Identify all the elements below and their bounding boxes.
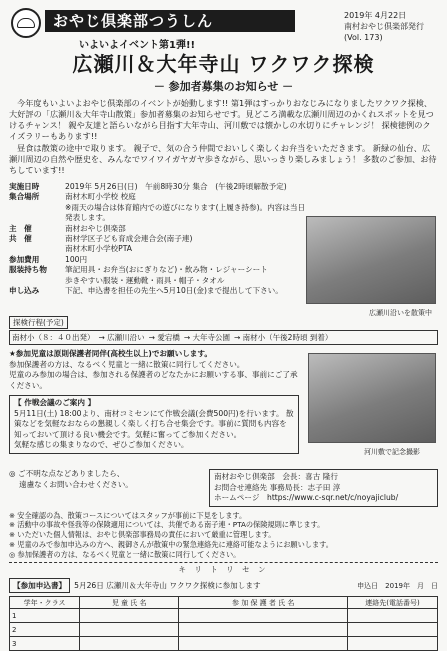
remark-line: ※ 児童のみで参加申込みの方へ、親御さんが散策中の緊急連絡先に連絡可能なようにお願いします。 (9, 539, 333, 549)
schedule-step: 南材小（８：４０出発） (12, 333, 95, 342)
form-cell-number: 3 (10, 637, 80, 651)
form-input-cell[interactable] (80, 623, 179, 637)
detail-row (9, 265, 309, 275)
contact-line: 遠慮なくお問い合わせください。 (19, 479, 133, 489)
briefing-body: 5月11日(土) 18:00より、南材コミセンにて作戦会議(会費500円)を行います。 散策などを気軽なおならの懇親しく楽しく打ち合せ集会です。事前に質問も内容を知っておいて頂ける良い機会です。気軽に奮ってご参加ください。 (14, 408, 294, 439)
detail-key: 申し込み (9, 286, 40, 296)
header (9, 6, 438, 51)
schedule-step: → 南材小（午後2時頃 到着） (234, 333, 333, 342)
event-kicker: いよいよイベント第1弾!! (79, 40, 196, 51)
detail-row (9, 203, 309, 224)
form-row (10, 623, 438, 637)
publication-info (344, 10, 434, 43)
cut-line: キ リ ト リ セ ン (9, 562, 438, 575)
form-input-cell[interactable] (80, 637, 179, 651)
detail-key: 主 催 (9, 223, 32, 233)
detail-row (9, 224, 309, 234)
form-column-header: 連絡先(電話番号) (348, 597, 438, 609)
form-input-cell[interactable] (348, 609, 438, 623)
detail-value: 南材学区子ども育成会連合会(南子連) (65, 234, 193, 244)
detail-key (9, 244, 65, 254)
note-line: 児童のみ参加の場合は、参加される保護者のどなたかにお願いする事、事前にご了承ください。 (9, 370, 298, 390)
publisher: 南村おやじ倶楽部発行 (344, 22, 424, 31)
remark-line: ※ 安全確認の為、散策コースについてはスタッフが事前に下見をします。 (9, 510, 247, 520)
application-form-table (9, 596, 438, 651)
detail-key: 実施日時 (9, 182, 40, 191)
homepage-link[interactable]: ホームページ https://www.c-sqr.net/c/noyajiclub/ (214, 493, 399, 502)
page-subtitle: － 参加者募集のお知らせ － (153, 80, 294, 93)
intro-paragraph: 昼食は散策の途中で取ります。 親子で、気の合う仲間でおいしく楽しくお弁当をいただきます。 新緑の仙台、広瀬川周辺の自然や歴史を、みんなでワイワイガヤガヤ歩きながら、思いっきり楽しみましょう！ 多数のご参加、お待ちしています!! (9, 143, 437, 175)
event-details (9, 182, 438, 317)
intro-text (9, 98, 438, 176)
detail-row (9, 286, 309, 296)
remark-line: ※ いただいた個人情報は、おやじ倶楽部事務局の責任において厳重に管理します。 (9, 530, 276, 540)
detail-row (9, 276, 309, 286)
club-logo-face (17, 18, 35, 28)
contact-prompt (9, 469, 209, 507)
detail-row (9, 244, 309, 254)
schedule-step: → 大年寺公園 (183, 333, 231, 342)
form-body (10, 609, 438, 651)
detail-key (9, 203, 65, 224)
form-cell-number: 1 (10, 609, 80, 623)
issue-date: 2019年 4月22日 (344, 11, 407, 20)
contact-box (209, 469, 438, 507)
detail-value: 100円 (65, 254, 88, 264)
form-input-cell[interactable] (348, 623, 438, 637)
briefing-title: 【 作戦会議のご案内 】 (14, 398, 96, 407)
page-title: 広瀬川＆大年寺山 ワクワク探検 (72, 52, 375, 76)
form-cell-number: 2 (10, 623, 80, 637)
detail-key: 服装持ち物 (9, 265, 47, 275)
club-logo (11, 8, 41, 38)
form-input-cell[interactable] (80, 609, 179, 623)
detail-value: 下記、申込書を担任の先生へ5月10日(金)まで提出して下さい。 (65, 286, 283, 296)
detail-value: ※雨天の場合は体育館内での遊びになります(上履き持参)。内容は当日発表します。 (65, 202, 306, 223)
detail-value: 2019年 5月26日(日) 午前8時30分 集合 (午後2時頃解散予定) (65, 182, 287, 191)
form-input-cell[interactable] (179, 637, 348, 651)
form-column-header: 参 加 保 護 者 氏 名 (179, 597, 348, 609)
note-line: 参加保護者の方は、なるべく児童と一緒に散策に同行してください。 (9, 359, 245, 369)
form-input-cell[interactable] (179, 623, 348, 637)
photo-caption: 広瀬川沿いを散策中 (369, 309, 432, 317)
briefing-closing: 気軽な感じの集まりなので、ぜひご参加ください。 (14, 440, 189, 449)
detail-value: 南材木町小学校PTA (65, 244, 132, 254)
form-header-row (10, 597, 438, 609)
application-form-header (9, 578, 438, 593)
schedule-label: 探検行程(予定) (9, 316, 68, 329)
group-photo (308, 353, 436, 443)
schedule-row (9, 330, 438, 345)
detail-value: 筆記用具・お弁当(おにぎりなど)・飲み物・レジャーシート (65, 265, 268, 275)
detail-key: 共 催 (9, 234, 32, 244)
contact-section (9, 469, 438, 507)
detail-value: 歩きやすい服装・運動靴・雨具・帽子・タオル (65, 275, 225, 285)
form-label: 【参加申込書】 (9, 578, 70, 593)
contact-rep: お問合せ連絡先 事務局長：志子田 淳 (214, 482, 341, 492)
schedule-step: → 愛宕橋 (148, 333, 180, 342)
notes-section (9, 349, 438, 467)
briefing-box (9, 395, 299, 454)
detail-row (9, 234, 309, 244)
form-column-header: 学年・クラス (10, 597, 80, 609)
detail-row (9, 255, 309, 265)
volume: (Vol. 173) (344, 33, 383, 42)
detail-value: 南材おやじ倶楽部 (65, 223, 126, 233)
form-input-cell[interactable] (348, 637, 438, 651)
form-received-date: 申込日 2019年 月 日 (357, 581, 438, 590)
remark-line: ※ 活動中の事故や怪我等の保険適用については、共催である南子連・PTAの保険規則に準じます。 (9, 520, 325, 530)
intro-paragraph: 今年度もいよいよおやじ倶楽部のイベントが始動します!! 第1弾はすっかりおなじみになりましたワクワク探検、大好評の「広瀬川＆大年寺山散策」参加者募集のお知らせです。見どころ満載な広瀬川周辺のかくれスポットを見つけるチャンス！ 親や友達と語らいながら目指す大年寺山、河川敷では懐かしの水切りにチャレンジ！ 探検徳例のクイズラリーもあります!! (9, 98, 434, 141)
details-list (9, 182, 309, 296)
detail-key (9, 276, 65, 286)
form-row (10, 609, 438, 623)
detail-key: 参加費用 (9, 254, 40, 264)
contact-line: ◎ ご不明な点などありましたら、 (9, 469, 125, 478)
detail-key: 集合場所 (9, 192, 40, 202)
form-column-header: 児 童 氏 名 (80, 597, 179, 609)
detail-value: 南材木町小学校 校庭 (65, 192, 136, 202)
form-input-cell[interactable] (179, 609, 348, 623)
contact-org: 南材おやじ倶楽部 会長：喜古 隆行 (214, 472, 338, 481)
detail-row (9, 182, 309, 192)
masthead: おやじ倶楽部つうしん (45, 10, 295, 32)
note-line: ★参加児童は原則保護者同伴(高校生以上)でお願いします。 (9, 349, 212, 358)
remarks-list (9, 511, 438, 560)
form-event: 5月26日 広瀬川＆大年寺山 ワクワク探検に参加します (74, 581, 261, 591)
participation-notes (9, 349, 299, 391)
river-walk-photo (306, 216, 436, 304)
schedule-step: → 広瀬川沿い (98, 333, 145, 342)
form-row (10, 637, 438, 651)
remark-line: ◎ 参加保護者の方は、なるべく児童と一緒に散策に同行してください。 (9, 549, 241, 559)
detail-row (9, 192, 309, 202)
photo-caption: 河川敷で記念撮影 (364, 448, 420, 456)
